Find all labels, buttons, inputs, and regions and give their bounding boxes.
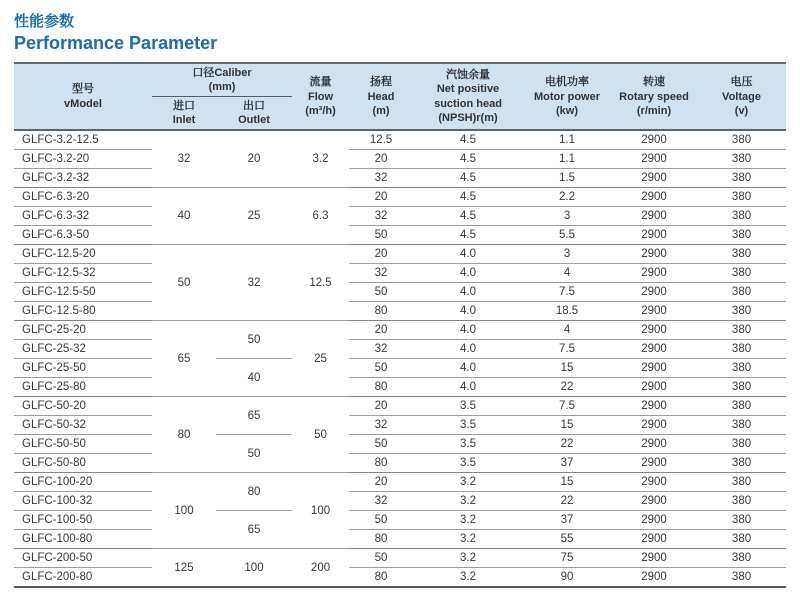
voltage-cell: 380 — [697, 264, 786, 283]
caliber-header-label: 口径Caliber — [192, 67, 252, 80]
table-row — [14, 283, 786, 302]
outlet-cell: 65 — [216, 397, 292, 435]
power-cell: 15 — [523, 416, 611, 435]
outlet-cell: 65 — [216, 511, 292, 549]
head-cell: 80 — [349, 530, 413, 549]
model-cell: GLFC-100-32 — [14, 492, 152, 511]
head-cell: 20 — [349, 321, 413, 340]
inlet-cell: 80 — [152, 397, 216, 473]
table-row — [14, 207, 786, 226]
power-cell: 2.2 — [523, 188, 611, 207]
model-cell: GLFC-50-32 — [14, 416, 152, 435]
power-cell: 90 — [523, 568, 611, 588]
head-cell: 32 — [349, 340, 413, 359]
head-header-zh: 扬程 — [370, 76, 393, 89]
voltage-cell: 380 — [697, 568, 786, 588]
head-cell: 50 — [349, 359, 413, 378]
model-cell: GLFC-25-80 — [14, 378, 152, 397]
model-header-zh: 型号 — [72, 83, 94, 96]
voltage-cell: 380 — [697, 511, 786, 530]
head-cell: 32 — [349, 169, 413, 188]
speed-header-zh: 转速 — [643, 76, 666, 89]
outlet-header-en: Outlet — [238, 113, 270, 126]
model-cell: GLFC-12.5-32 — [14, 264, 152, 283]
model-cell: GLFC-200-80 — [14, 568, 152, 588]
speed-cell: 2900 — [611, 568, 697, 588]
voltage-cell: 380 — [697, 492, 786, 511]
npsh-cell: 3.5 — [413, 397, 523, 416]
table-row — [14, 226, 786, 245]
inlet-cell: 50 — [152, 245, 216, 321]
table-row — [14, 492, 786, 511]
npsh-cell: 3.2 — [413, 473, 523, 492]
power-cell: 1.1 — [523, 150, 611, 169]
inlet-header — [152, 96, 216, 130]
power-cell: 7.5 — [523, 397, 611, 416]
power-cell: 1.5 — [523, 169, 611, 188]
head-cell: 50 — [349, 549, 413, 568]
head-cell: 32 — [349, 492, 413, 511]
power-cell: 75 — [523, 549, 611, 568]
head-header — [349, 63, 413, 130]
head-cell: 50 — [349, 226, 413, 245]
head-cell: 20 — [349, 150, 413, 169]
outlet-header — [216, 96, 292, 130]
model-cell: GLFC-200-50 — [14, 549, 152, 568]
table-row — [14, 340, 786, 359]
npsh-cell: 3.5 — [413, 435, 523, 454]
npsh-cell: 4.5 — [413, 150, 523, 169]
power-cell: 1.1 — [523, 130, 611, 150]
npsh-cell: 4.0 — [413, 359, 523, 378]
speed-cell: 2900 — [611, 226, 697, 245]
npsh-cell: 4.0 — [413, 283, 523, 302]
flow-header-unit: (m³/h) — [305, 104, 336, 117]
model-cell: GLFC-6.3-50 — [14, 226, 152, 245]
outlet-cell: 25 — [216, 188, 292, 245]
npsh-cell: 4.0 — [413, 264, 523, 283]
speed-cell: 2900 — [611, 416, 697, 435]
table-row — [14, 549, 786, 568]
head-header-en: Head — [367, 90, 395, 103]
model-cell: GLFC-3.2-32 — [14, 169, 152, 188]
voltage-cell: 380 — [697, 416, 786, 435]
table-row — [14, 264, 786, 283]
voltage-cell: 380 — [697, 340, 786, 359]
inlet-header-en: Inlet — [172, 113, 196, 126]
page-title — [14, 12, 800, 54]
model-cell: GLFC-12.5-80 — [14, 302, 152, 321]
head-cell: 50 — [349, 435, 413, 454]
model-cell: GLFC-25-50 — [14, 359, 152, 378]
flow-cell: 12.5 — [292, 245, 349, 321]
flow-cell: 100 — [292, 473, 349, 549]
speed-cell: 2900 — [611, 454, 697, 473]
power-cell: 4 — [523, 264, 611, 283]
npsh-cell: 4.5 — [413, 130, 523, 150]
outlet-cell: 80 — [216, 473, 292, 511]
voltage-cell: 380 — [697, 283, 786, 302]
head-cell: 32 — [349, 416, 413, 435]
voltage-cell: 380 — [697, 207, 786, 226]
voltage-header-unit: (v) — [734, 104, 749, 117]
outlet-cell: 20 — [216, 130, 292, 188]
speed-cell: 2900 — [611, 188, 697, 207]
npsh-header-unit: (NPSH)r(m) — [438, 111, 498, 124]
npsh-cell: 3.5 — [413, 416, 523, 435]
speed-cell: 2900 — [611, 302, 697, 321]
outlet-cell: 50 — [216, 321, 292, 359]
speed-header-unit: (r/min) — [636, 104, 672, 117]
speed-cell: 2900 — [611, 264, 697, 283]
voltage-header-en: Voltage — [722, 90, 761, 103]
flow-cell: 200 — [292, 549, 349, 588]
head-cell: 20 — [349, 397, 413, 416]
power-cell: 7.5 — [523, 283, 611, 302]
table-row — [14, 454, 786, 473]
speed-cell: 2900 — [611, 283, 697, 302]
power-header-zh: 电机功率 — [545, 76, 590, 89]
voltage-cell: 380 — [697, 549, 786, 568]
model-cell: GLFC-50-80 — [14, 454, 152, 473]
power-cell: 15 — [523, 473, 611, 492]
speed-cell: 2900 — [611, 359, 697, 378]
page-title-zh: 性能参数 — [14, 13, 75, 30]
npsh-header-zh: 汽蚀余量 — [446, 69, 491, 82]
model-cell: GLFC-100-20 — [14, 473, 152, 492]
voltage-cell: 380 — [697, 150, 786, 169]
model-cell: GLFC-3.2-12.5 — [14, 130, 152, 150]
outlet-header-zh: 出口 — [243, 99, 265, 112]
npsh-cell: 4.5 — [413, 169, 523, 188]
head-cell: 32 — [349, 264, 413, 283]
table-row — [14, 473, 786, 492]
npsh-header-en1: Net positive — [436, 83, 500, 96]
npsh-cell: 4.0 — [413, 378, 523, 397]
table-row — [14, 378, 786, 397]
head-cell: 80 — [349, 454, 413, 473]
power-cell: 18.5 — [523, 302, 611, 321]
table-row — [14, 150, 786, 169]
model-cell: GLFC-100-80 — [14, 530, 152, 549]
speed-cell: 2900 — [611, 530, 697, 549]
model-cell: GLFC-12.5-50 — [14, 283, 152, 302]
model-cell: GLFC-6.3-32 — [14, 207, 152, 226]
table-row — [14, 511, 786, 530]
model-cell: GLFC-25-20 — [14, 321, 152, 340]
npsh-cell: 4.5 — [413, 207, 523, 226]
speed-cell: 2900 — [611, 473, 697, 492]
power-cell: 22 — [523, 378, 611, 397]
npsh-header — [413, 63, 523, 130]
table-row — [14, 321, 786, 340]
table-row — [14, 169, 786, 188]
power-header — [523, 63, 611, 130]
npsh-cell: 3.2 — [413, 530, 523, 549]
table-row — [14, 245, 786, 264]
speed-cell: 2900 — [611, 340, 697, 359]
table-header — [14, 63, 786, 130]
head-cell: 80 — [349, 568, 413, 588]
power-cell: 3 — [523, 245, 611, 264]
inlet-cell: 32 — [152, 130, 216, 188]
power-cell: 4 — [523, 321, 611, 340]
head-cell: 20 — [349, 473, 413, 492]
npsh-cell: 4.0 — [413, 245, 523, 264]
head-cell: 20 — [349, 188, 413, 207]
npsh-cell: 4.5 — [413, 226, 523, 245]
npsh-cell: 3.2 — [413, 492, 523, 511]
voltage-cell: 380 — [697, 130, 786, 150]
performance-table-body — [14, 130, 786, 587]
flow-cell: 6.3 — [292, 188, 349, 245]
inlet-cell: 100 — [152, 473, 216, 549]
speed-cell: 2900 — [611, 169, 697, 188]
flow-header-en: Flow — [307, 90, 334, 103]
model-header-en: vModel — [64, 97, 102, 110]
power-cell: 22 — [523, 492, 611, 511]
voltage-cell: 380 — [697, 321, 786, 340]
speed-cell: 2900 — [611, 207, 697, 226]
model-cell: GLFC-100-50 — [14, 511, 152, 530]
model-header — [14, 63, 152, 130]
inlet-cell: 125 — [152, 549, 216, 588]
model-cell: GLFC-12.5-20 — [14, 245, 152, 264]
power-cell: 55 — [523, 530, 611, 549]
inlet-cell: 40 — [152, 188, 216, 245]
performance-parameter-table — [14, 62, 786, 588]
speed-cell: 2900 — [611, 245, 697, 264]
voltage-cell: 380 — [697, 397, 786, 416]
voltage-cell: 380 — [697, 188, 786, 207]
voltage-cell: 380 — [697, 435, 786, 454]
head-cell: 12.5 — [349, 130, 413, 150]
flow-header-zh: 流量 — [309, 76, 332, 89]
table-row — [14, 359, 786, 378]
voltage-cell: 380 — [697, 378, 786, 397]
outlet-cell: 100 — [216, 549, 292, 588]
flow-cell: 3.2 — [292, 130, 349, 188]
power-cell: 22 — [523, 435, 611, 454]
model-cell: GLFC-50-50 — [14, 435, 152, 454]
speed-cell: 2900 — [611, 150, 697, 169]
inlet-cell: 65 — [152, 321, 216, 397]
caliber-header — [152, 63, 292, 96]
npsh-cell: 3.2 — [413, 568, 523, 588]
table-row — [14, 416, 786, 435]
voltage-cell: 380 — [697, 454, 786, 473]
power-header-en: Motor power — [534, 90, 601, 103]
voltage-cell: 380 — [697, 169, 786, 188]
speed-cell: 2900 — [611, 130, 697, 150]
voltage-header — [697, 63, 786, 130]
table-row — [14, 568, 786, 588]
speed-header — [611, 63, 697, 130]
power-cell: 37 — [523, 454, 611, 473]
inlet-header-zh: 进口 — [173, 99, 195, 112]
flow-cell: 50 — [292, 397, 349, 473]
voltage-cell: 380 — [697, 473, 786, 492]
power-cell: 15 — [523, 359, 611, 378]
npsh-header-en2: suction head — [434, 97, 502, 110]
table-row — [14, 130, 786, 150]
voltage-cell: 380 — [697, 530, 786, 549]
model-cell: GLFC-6.3-20 — [14, 188, 152, 207]
voltage-cell: 380 — [697, 245, 786, 264]
model-cell: GLFC-50-20 — [14, 397, 152, 416]
speed-cell: 2900 — [611, 397, 697, 416]
head-cell: 80 — [349, 378, 413, 397]
table-row — [14, 188, 786, 207]
outlet-cell: 32 — [216, 245, 292, 321]
speed-header-en: Rotary speed — [619, 90, 689, 103]
flow-cell: 25 — [292, 321, 349, 397]
npsh-cell: 3.2 — [413, 549, 523, 568]
npsh-cell: 4.0 — [413, 340, 523, 359]
speed-cell: 2900 — [611, 511, 697, 530]
outlet-cell: 50 — [216, 435, 292, 473]
head-cell: 20 — [349, 245, 413, 264]
npsh-cell: 4.0 — [413, 302, 523, 321]
npsh-cell: 3.5 — [413, 454, 523, 473]
speed-cell: 2900 — [611, 378, 697, 397]
head-cell: 80 — [349, 302, 413, 321]
power-cell: 7.5 — [523, 340, 611, 359]
table-row — [14, 302, 786, 321]
table-row — [14, 397, 786, 416]
page-title-en: Performance Parameter — [14, 32, 218, 53]
voltage-cell: 380 — [697, 302, 786, 321]
head-cell: 32 — [349, 207, 413, 226]
speed-cell: 2900 — [611, 321, 697, 340]
head-cell: 50 — [349, 283, 413, 302]
power-header-unit: (kw) — [556, 104, 579, 117]
model-cell: GLFC-25-32 — [14, 340, 152, 359]
speed-cell: 2900 — [611, 549, 697, 568]
table-row — [14, 530, 786, 549]
power-cell: 5.5 — [523, 226, 611, 245]
speed-cell: 2900 — [611, 435, 697, 454]
caliber-header-unit: (mm) — [208, 81, 236, 94]
voltage-cell: 380 — [697, 359, 786, 378]
power-cell: 3 — [523, 207, 611, 226]
speed-cell: 2900 — [611, 492, 697, 511]
head-header-unit: (m) — [372, 104, 390, 117]
voltage-cell: 380 — [697, 226, 786, 245]
outlet-cell: 40 — [216, 359, 292, 397]
npsh-cell: 4.5 — [413, 188, 523, 207]
model-cell: GLFC-3.2-20 — [14, 150, 152, 169]
npsh-cell: 4.0 — [413, 321, 523, 340]
head-cell: 50 — [349, 511, 413, 530]
npsh-cell: 3.2 — [413, 511, 523, 530]
table-row — [14, 435, 786, 454]
flow-header — [292, 63, 349, 130]
voltage-header-zh: 电压 — [730, 76, 753, 89]
power-cell: 37 — [523, 511, 611, 530]
